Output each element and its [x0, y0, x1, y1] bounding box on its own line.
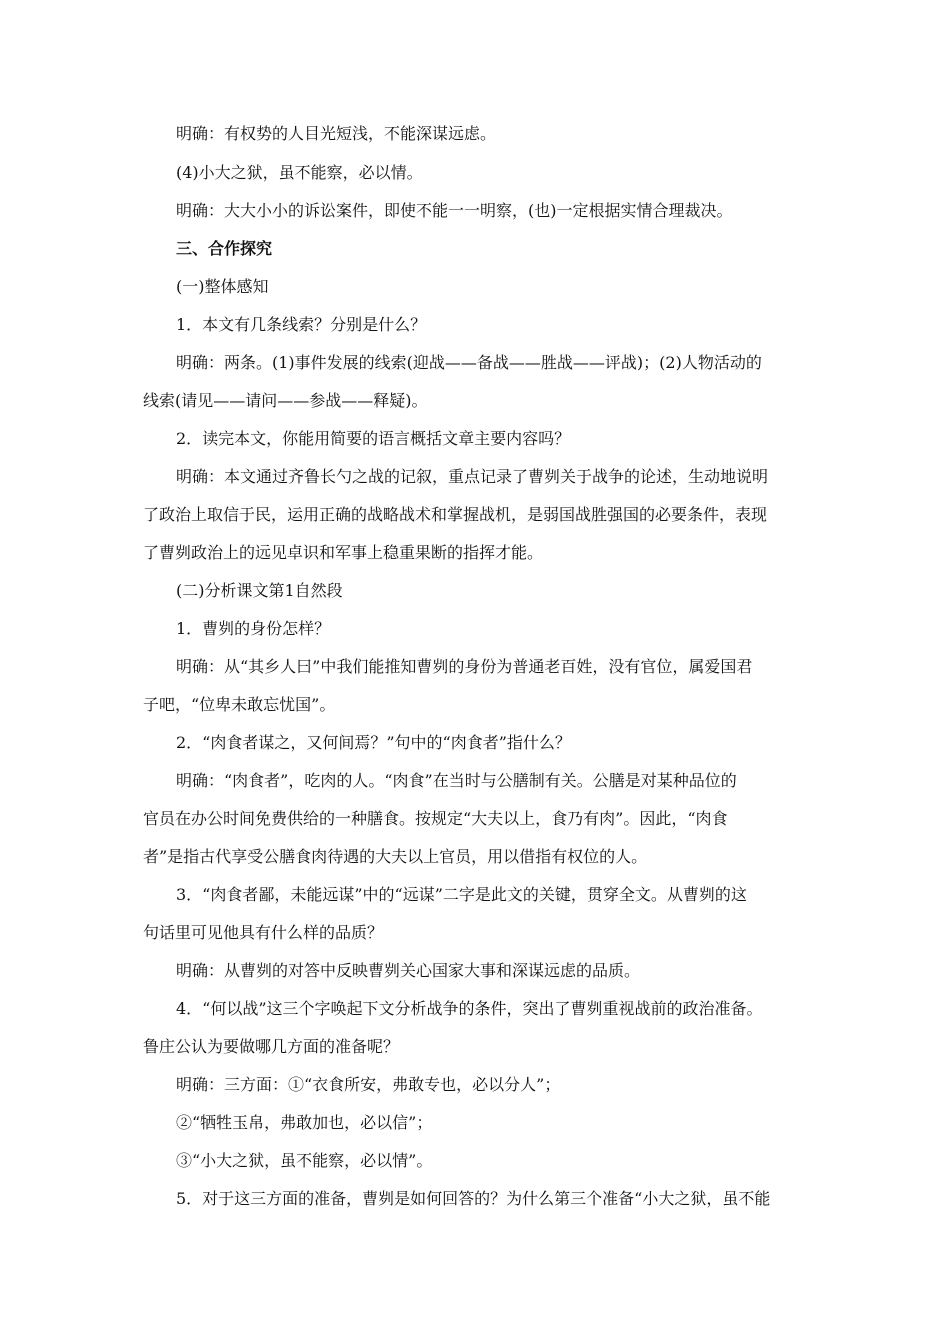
answer-continuation: 者”是指古代享受公膳食肉待遇的大夫以上官员，用以借指有权位的人。: [143, 847, 648, 866]
quote-line: (4)小大之狱，虽不能察，必以情。: [176, 163, 423, 182]
question-line: 1．本文有几条线索？分别是什么？: [176, 315, 427, 334]
answer-line: 明确：两条。(1)事件发展的线索(迎战——备战——胜战——评战)；(2)人物活动的: [176, 353, 762, 372]
answer-line: 明确：大大小小的诉讼案件，即使不能一一明察，(也)一定根据实情合理裁决。: [176, 201, 733, 220]
answer-line: 明确：本文通过齐鲁长勺之战的记叙，重点记录了曹刿关于战争的论述，生动地说明: [176, 467, 769, 486]
answer-item: ③“小大之狱，虽不能察，必以情”。: [176, 1151, 433, 1170]
answer-line: 明确：从“其乡人曰”中我们能推知曹刿的身份为普通老百姓，没有官位，属爱国君: [176, 657, 753, 676]
answer-continuation: 了曹刿政治上的远见卓识和军事上稳重果断的指挥才能。: [143, 543, 544, 562]
question-line: 3．“肉食者鄙，未能远谋”中的“远谋”二字是此文的关键，贯穿全文。从曹刿的这: [176, 885, 747, 904]
answer-line: 明确：有权势的人目光短浅，不能深谋远虑。: [176, 124, 497, 143]
subsection-heading: (一)整体感知: [176, 277, 269, 296]
answer-continuation: 线索(请见——请问——参战——释疑)。: [143, 391, 428, 410]
section-heading: 三、合作探究: [176, 239, 273, 258]
answer-line: 明确：“肉食者”，吃肉的人。“肉食”在当时与公膳制有关。公膳是对某种品位的: [176, 771, 737, 790]
subsection-heading: (二)分析课文第1自然段: [176, 581, 343, 600]
question-line: 1．曹刿的身份怎样？: [176, 619, 331, 638]
answer-continuation: 子吧，“位卑未敢忘忧国”。: [143, 695, 336, 714]
answer-continuation: 了政治上取信于民，运用正确的战略战术和掌握战机，是弱国战胜强国的必要条件，表现: [143, 505, 768, 524]
question-continuation: 句话里可见他具有什么样的品质？: [143, 923, 384, 942]
answer-continuation: 官员在办公时间免费供给的一种膳食。按规定“大夫以上，食乃有肉”。因此，“肉食: [143, 809, 728, 828]
question-continuation: 鲁庄公认为要做哪几方面的准备呢？: [143, 1037, 400, 1056]
question-line: 2．“肉食者谋之，又何间焉？”句中的“肉食者”指什么？: [176, 733, 571, 752]
question-line: 2．读完本文，你能用简要的语言概括文章主要内容吗？: [176, 429, 571, 448]
answer-line: 明确：三方面：①“衣食所安，弗敢专也，必以分人”；: [176, 1075, 561, 1094]
question-line: 5．对于这三方面的准备，曹刿是如何回答的？为什么第三个准备“小大之狱，虽不能: [176, 1189, 771, 1208]
answer-item: ②“牺牲玉帛，弗敢加也，必以信”；: [176, 1113, 433, 1132]
question-line: 4．“何以战”这三个字唤起下文分析战争的条件，突出了曹刿重视战前的政治准备。: [176, 999, 763, 1018]
answer-line: 明确：从曹刿的对答中反映曹刿关心国家大事和深谋远虑的品质。: [176, 961, 641, 980]
